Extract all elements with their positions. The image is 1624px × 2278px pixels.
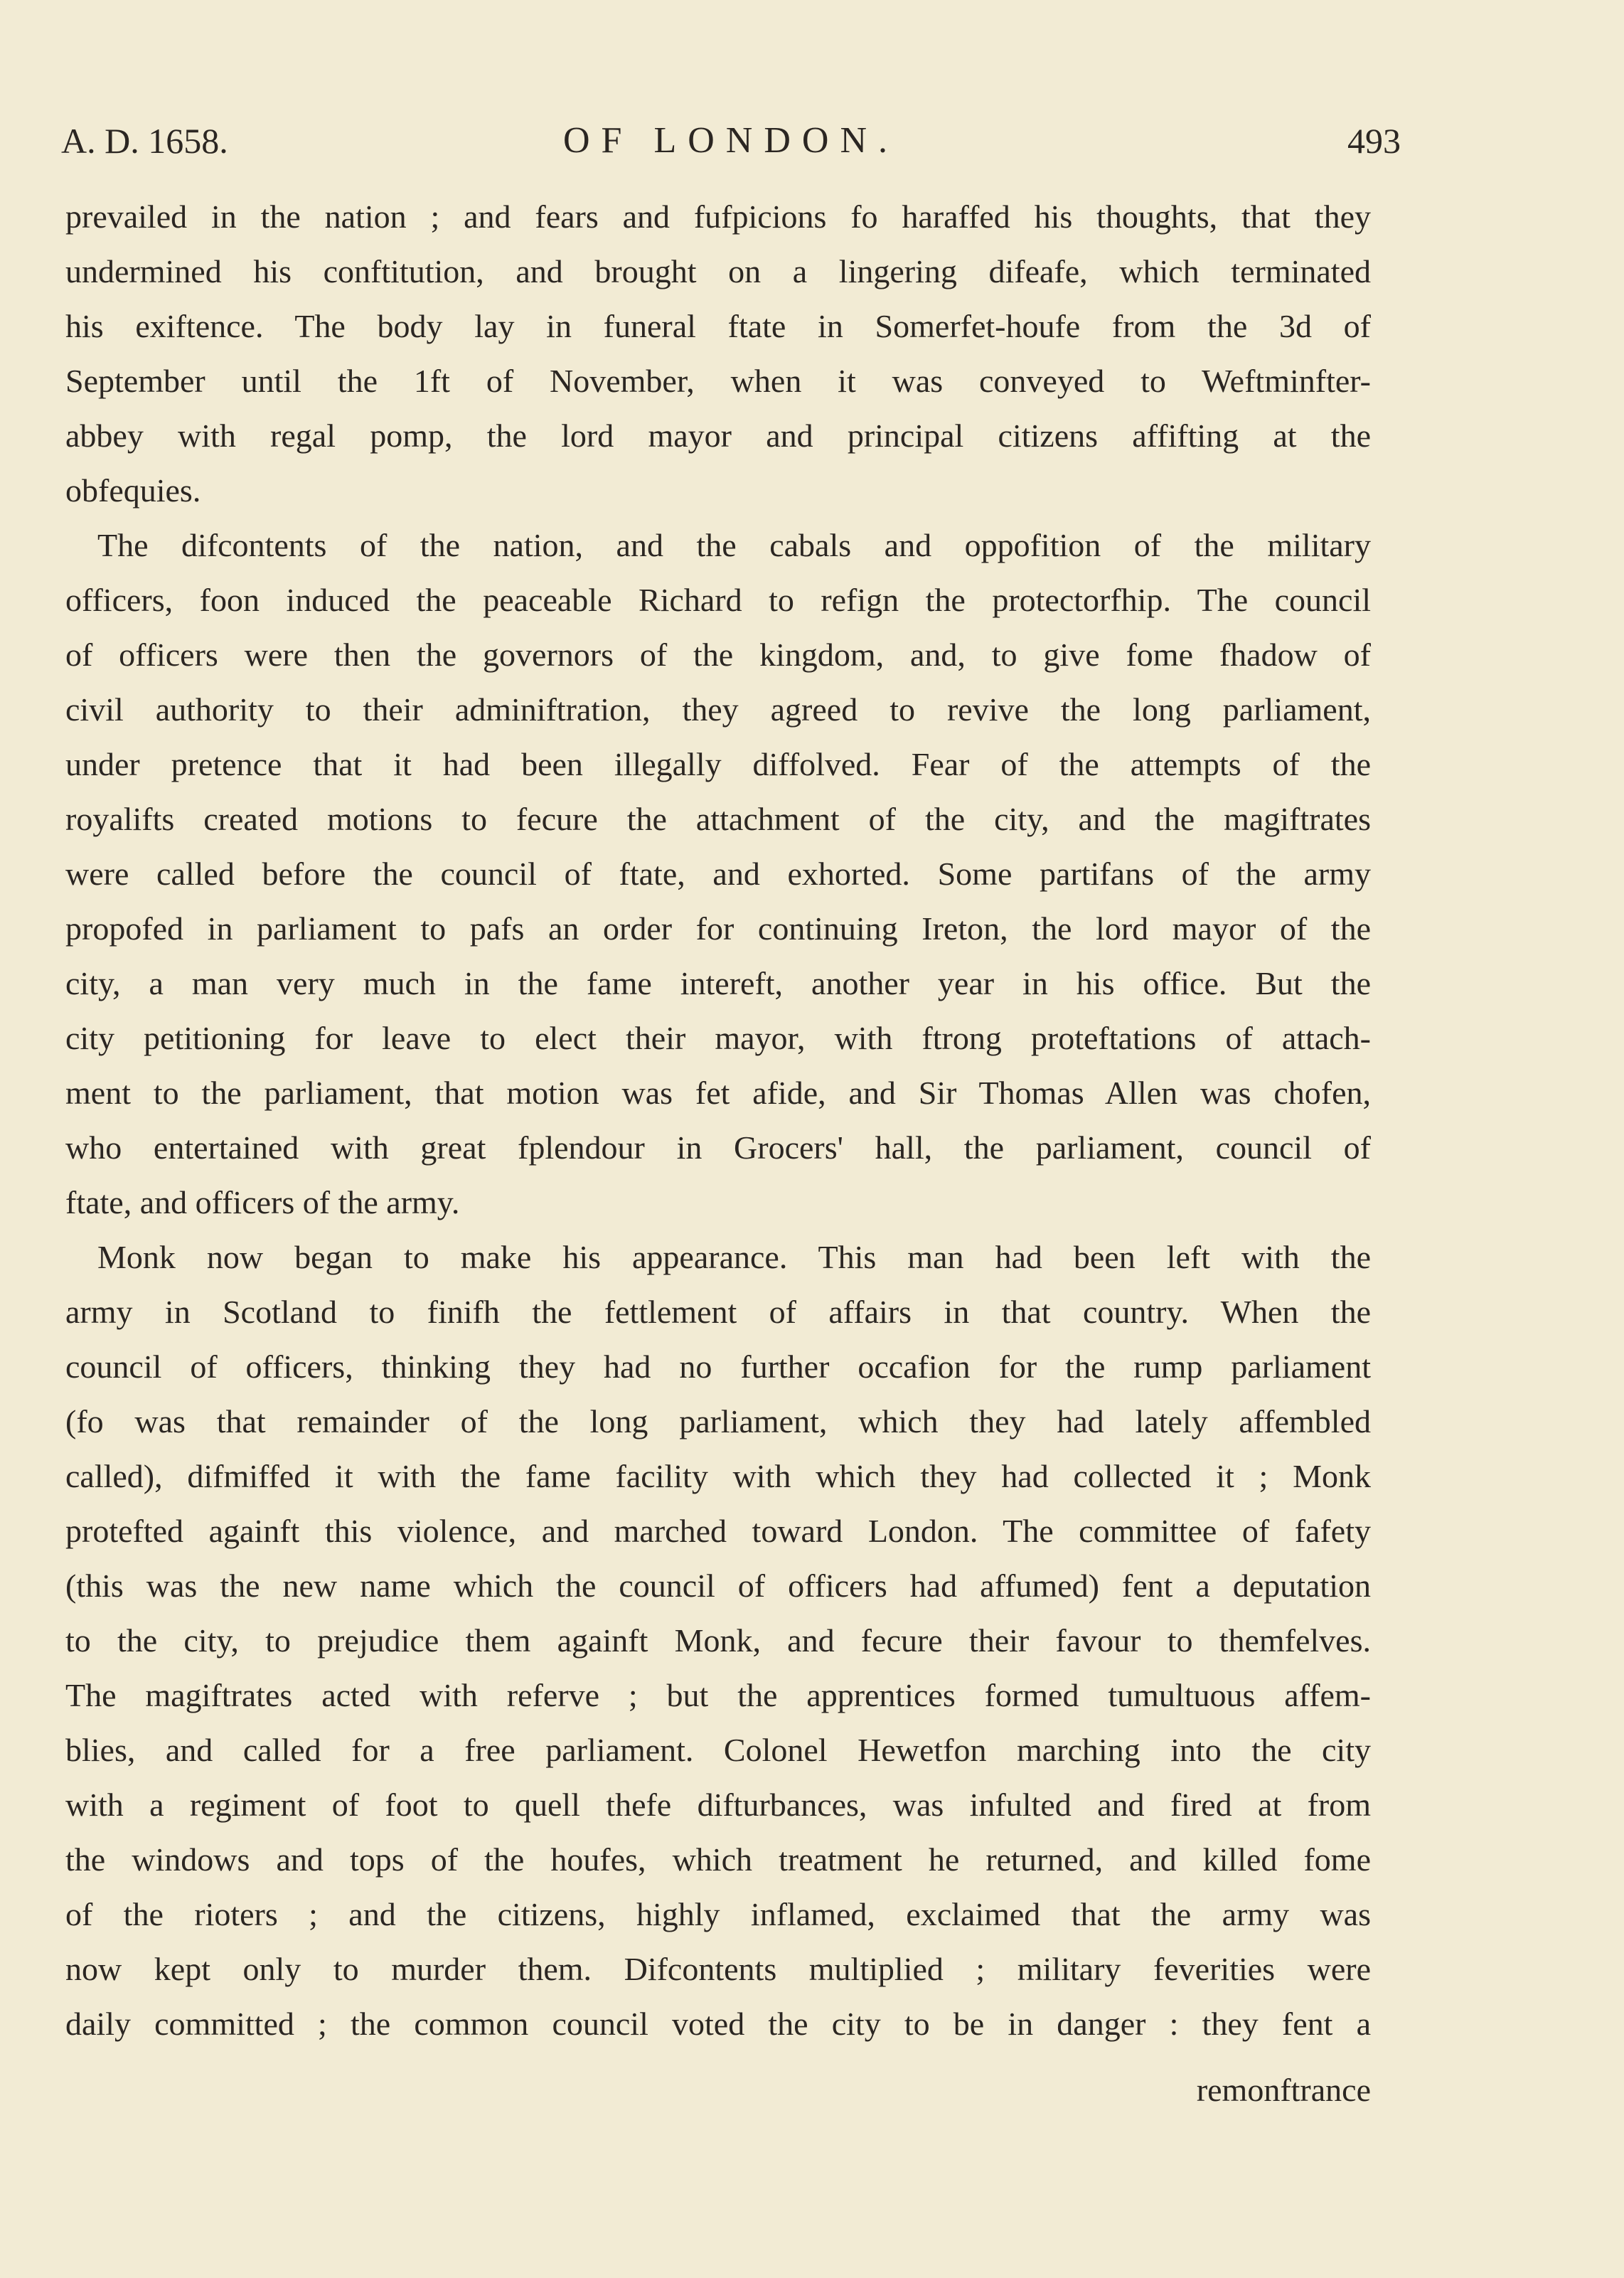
- text-line: under pretence that it had been illegally diffolved. Fear of the attempts of the: [65, 746, 1371, 782]
- paragraph: [65, 518, 1371, 1230]
- page-number: 493: [1347, 121, 1401, 161]
- text-line: were called before the council of ftate, and exhorted. Some partifans of the army: [65, 856, 1371, 892]
- paragraph: [65, 1230, 1371, 2051]
- text-line: undermined his conftitution, and brought on a lingering difeafe, which terminated: [65, 253, 1371, 289]
- text-line: of officers were then the governors of the kingdom, and, to give fome fhadow of: [65, 637, 1371, 673]
- text-line: (this was the new name which the council of officers had affumed) fent a deputation: [65, 1568, 1371, 1604]
- body-text: [65, 189, 1371, 2051]
- text-line: daily committed ; the common council voted the city to be in danger : they fent a: [65, 2006, 1371, 2042]
- header-year: A. D. 1658.: [61, 121, 228, 161]
- text-line: Monk now began to make his appearance. This man had been left with the: [97, 1239, 1371, 1275]
- text-line: protefted againft this violence, and marched toward London. The committee of fafety: [65, 1513, 1371, 1549]
- paragraph: [65, 189, 1371, 518]
- text-line: to the city, to prejudice them againft Monk, and fecure their favour to themfelves.: [65, 1622, 1371, 1659]
- running-header: [61, 112, 1401, 169]
- text-line: ftate, and officers of the army.: [65, 1184, 460, 1220]
- text-line: now kept only to murder them. Difcontents multiplied ; military feverities were: [65, 1951, 1371, 1987]
- header-title: OF LONDON.: [563, 120, 899, 161]
- text-line: the windows and tops of the houfes, which treatment he returned, and killed fome: [65, 1841, 1371, 1878]
- text-line: ment to the parliament, that motion was fet afide, and Sir Thomas Allen was chofen,: [65, 1075, 1371, 1111]
- text-line: civil authority to their adminiftration, they agreed to revive the long parliament,: [65, 691, 1371, 728]
- text-line: royalifts created motions to fecure the attachment of the city, and the magiftrates: [65, 801, 1371, 837]
- text-line: The magiftrates acted with referve ; but the apprentices formed tumultuous affem-: [65, 1677, 1371, 1713]
- text-line: officers, foon induced the peaceable Richard to refign the protectorfhip. The council: [65, 582, 1371, 618]
- text-line: prevailed in the nation ; and fears and fufpicions fo haraffed his thoughts, that they: [65, 198, 1371, 235]
- text-line: his exiftence. The body lay in funeral ftate in Somerfet-houfe from the 3d of: [65, 308, 1371, 344]
- text-line: abbey with regal pomp, the lord mayor and principal citizens affifting at the: [65, 417, 1371, 454]
- text-line: army in Scotland to finifh the fettlement of affairs in that country. When the: [65, 1294, 1371, 1330]
- text-line: council of officers, thinking they had no further occafion for the rump parliament: [65, 1348, 1371, 1385]
- text-line: with a regiment of foot to quell thefe difturbances, was infulted and fired at from: [65, 1787, 1371, 1823]
- catchword: remonftrance: [1196, 2072, 1371, 2108]
- text-line: city petitioning for leave to elect their mayor, with ftrong proteftations of attach-: [65, 1020, 1371, 1056]
- text-line: who entertained with great fplendour in Grocers' hall, the parliament, council of: [65, 1129, 1371, 1166]
- text-line: called), difmiffed it with the fame facility with which they had collected it ; Monk: [65, 1458, 1371, 1494]
- text-line: city, a man very much in the fame intereft, another year in his office. But the: [65, 965, 1371, 1001]
- text-line: September until the 1ft of November, when it was conveyed to Weftminfter-: [65, 363, 1371, 399]
- text-line: blies, and called for a free parliament. Colonel Hewetfon marching into the city: [65, 1732, 1371, 1768]
- text-line: obfequies.: [65, 472, 201, 509]
- text-line: propofed in parliament to pafs an order for continuing Ireton, the lord mayor of the: [65, 910, 1371, 947]
- text-line: (fo was that remainder of the long parliament, which they had lately affembled: [65, 1403, 1371, 1439]
- text-line: of the rioters ; and the citizens, highly inflamed, exclaimed that the army was: [65, 1896, 1371, 1932]
- text-line: The difcontents of the nation, and the cabals and oppofition of the military: [97, 527, 1371, 563]
